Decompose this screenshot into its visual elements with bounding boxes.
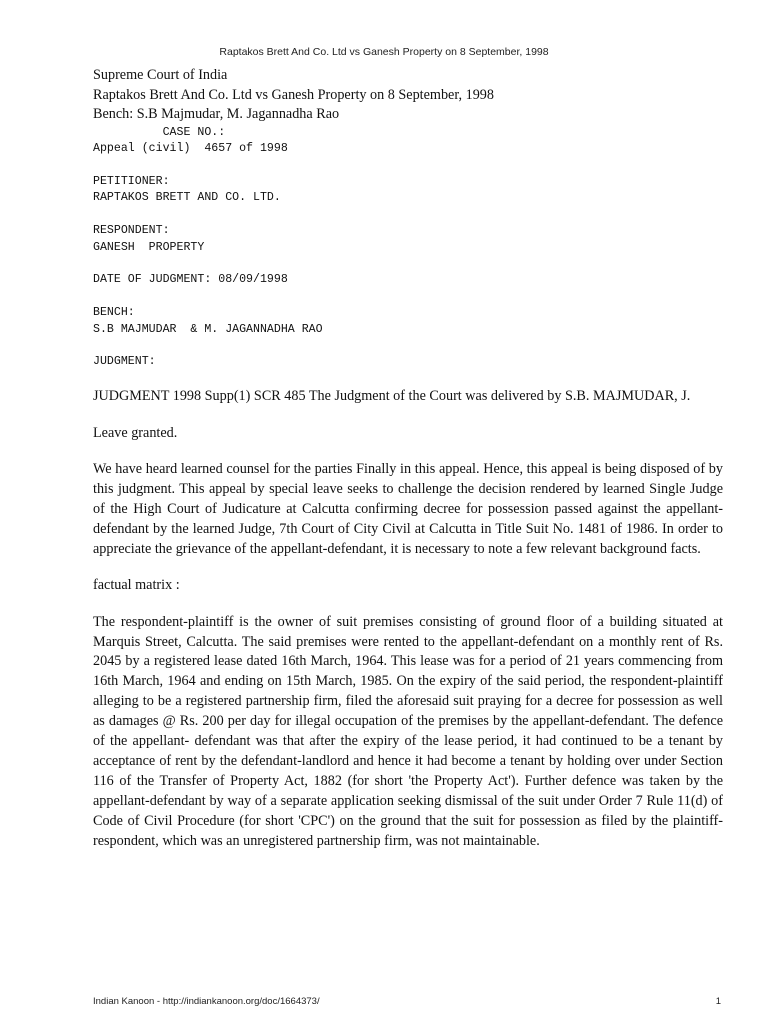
bench-value: S.B MAJMUDAR & M. JAGANNADHA RAO — [93, 322, 323, 336]
bench-line: Bench: S.B Majmudar, M. Jagannadha Rao — [93, 106, 340, 123]
spacer — [93, 596, 723, 613]
paragraph-heading-factual: factual matrix : — [93, 577, 180, 594]
spacer — [93, 289, 723, 305]
respondent-label: RESPONDENT: — [93, 224, 170, 238]
case-no-value: Appeal (civil) 4657 of 1998 — [93, 142, 288, 156]
spacer — [93, 407, 723, 424]
petitioner-label: PETITIONER: — [93, 175, 170, 188]
spacer — [93, 560, 723, 577]
court-name: Supreme Court of India — [93, 67, 228, 83]
judgment-label: JUDGMENT: — [93, 355, 156, 369]
case-title: Raptakos Brett And Co. Ltd vs Ganesh Property on 8 September, 1998 — [93, 86, 494, 103]
spacer — [93, 256, 723, 272]
spacer — [93, 158, 723, 174]
spacer — [93, 207, 723, 223]
running-header: Raptakos Brett And Co. Ltd vs Ganesh Property on 8 September, 1998 — [219, 46, 549, 58]
document-body — [93, 66, 723, 852]
paragraph-background: We have heard learned counsel for the parties Finally in this appeal. Hence, this appeal is being disposed of by this judgment. This appeal by special leave seeks to challenge the decision rendered by learned Single Judge of the High Court of Judicature at Calcutta confirming decree for possession passed against the appellant-defendant by the learned Judge, 7th Court of City Civil at Calcutta in Title Suit No. 1481 of 1986. In order to appreciate the grievance of the appellant-defendant, it is necessary to note a few relevant background facts. — [93, 461, 723, 557]
paragraph-facts: The respondent-plaintiff is the owner of suit premises consisting of ground floor of a building situated at Marquis Street, Calcutta. The said premises were rented to the appellant-defendant on a monthly rent of Rs. 2045 by a registered lease dated 16th March, 1964. This lease was for a period of 21 years commencing from 16th March, 1964 and ending on 15th March, 1985. On the expiry of the said period, the respondent-plaintiff alleging to be a registered partnership firm, filed the aforesaid suit praying for a decree for possession as well as damages @ Rs. 200 per day for illegal occupation of the premises by the appellant-defendant. The defence of the appellant- defendant was that after the expiry of the lease period, it had continued to be a tenant by acceptance of rent by the defendant-landlord and hence it had become a tenant by holding over under Section 116 of the Transfer of Property Act, 1882 (for short 'the Property Act'). Further defence was taken by the appellant-defendant by way of a separate application seeking dismissal of the suit under Order 7 Rule 11(d) of Code of Civil Procedure (for short 'CPC') on the ground that the suit for possession as filed by the plaintiff-respondent, which was an unregistered partnership firm, was not maintainable. — [93, 613, 723, 849]
spacer — [93, 338, 723, 354]
spacer — [93, 444, 723, 461]
date-of-judgment: DATE OF JUDGMENT: 08/09/1998 — [93, 273, 288, 287]
bench-label: BENCH: — [93, 306, 135, 320]
footer-source: Indian Kanoon - http://indiankanoon.org/doc/1664373/ — [93, 996, 320, 1007]
respondent-value: GANESH PROPERTY — [93, 240, 205, 254]
paragraph-leave: Leave granted. — [93, 424, 178, 441]
paragraph-citation: JUDGMENT 1998 Supp(1) SCR 485 The Judgment of the Court was delivered by S.B. MAJMUDAR, J. — [93, 388, 691, 405]
spacer — [93, 371, 723, 388]
page-number: 1 — [715, 996, 721, 1007]
petitioner-value: RAPTAKOS BRETT AND CO. LTD. — [93, 191, 281, 205]
case-no-label: CASE NO.: — [93, 125, 226, 139]
case-metadata — [93, 125, 723, 371]
